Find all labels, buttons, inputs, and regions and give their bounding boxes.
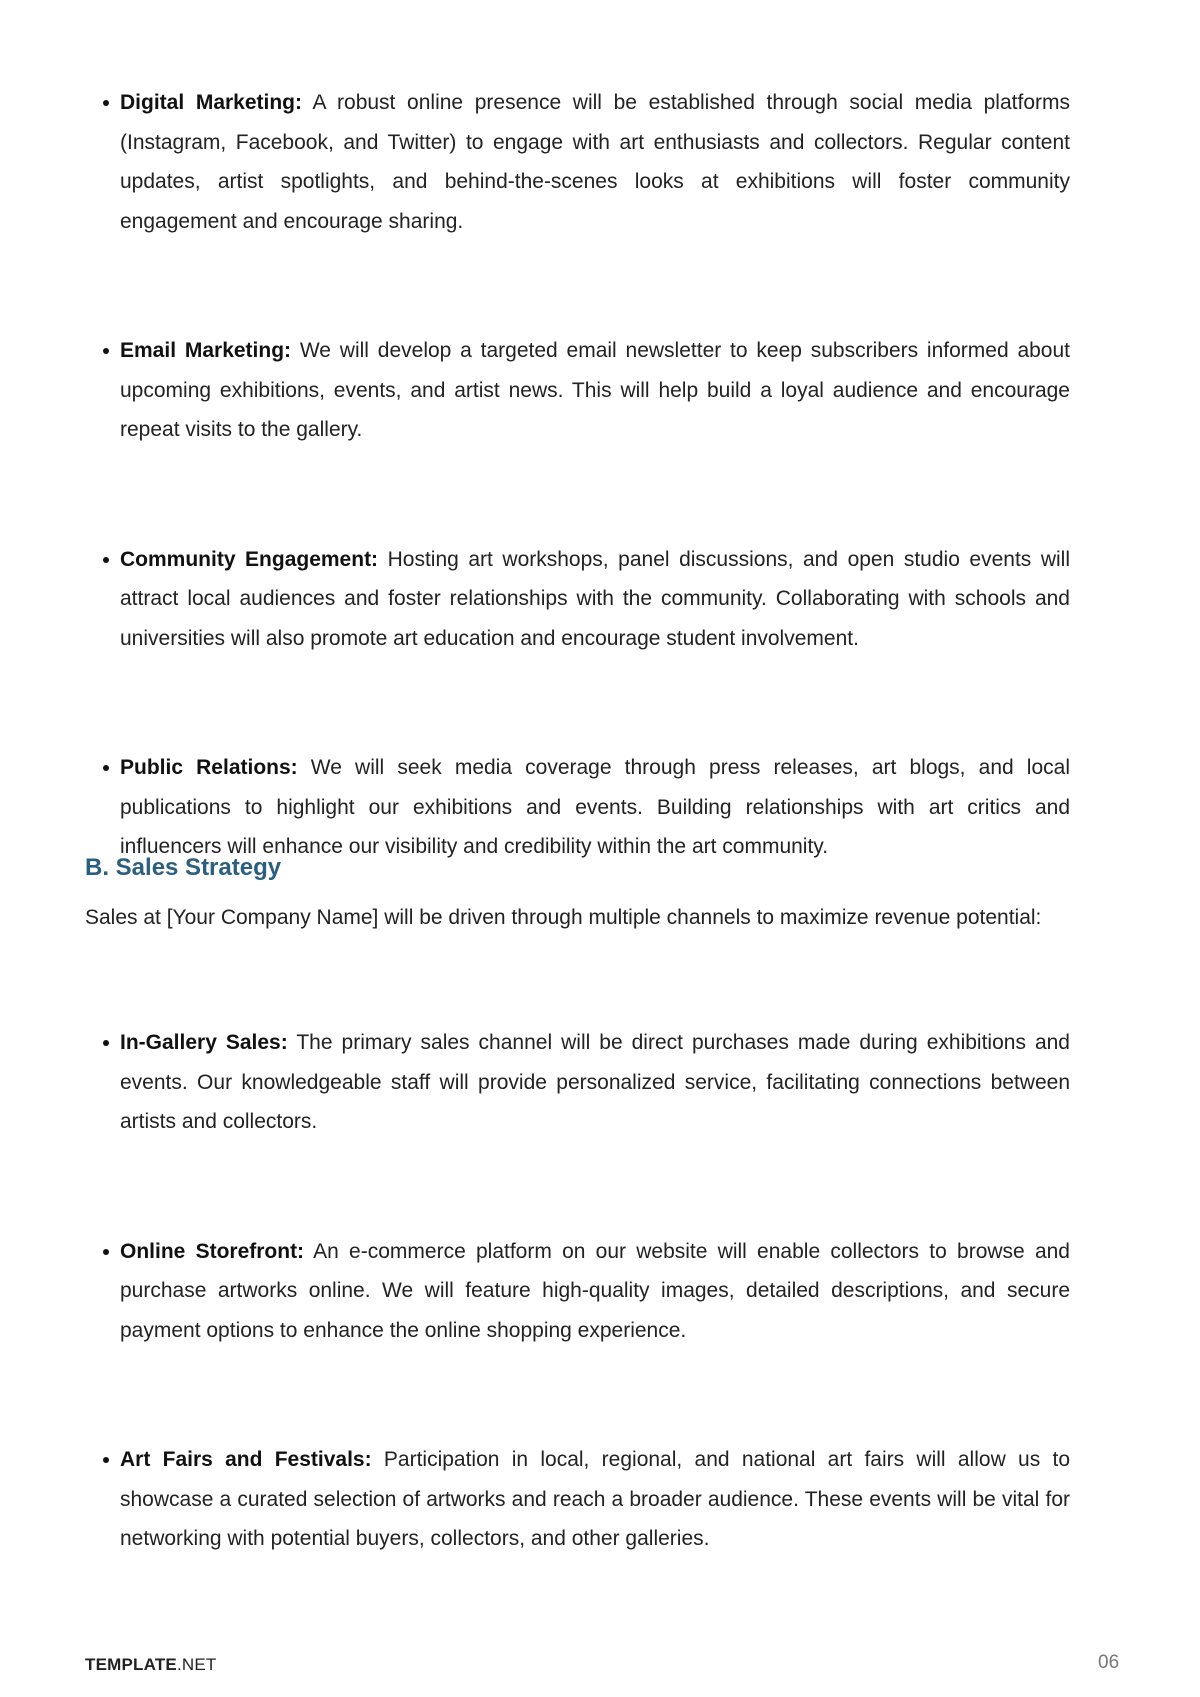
bullet-public-relations <box>100 748 1070 867</box>
bullet-term: Online Storefront: <box>120 1239 305 1263</box>
brand-rest: .NET <box>176 1655 217 1674</box>
bullet-text: An e-commerce platform on our website will enable collectors to browse and purchase artworks online. We will feature high-quality images, detailed descriptions, and secure payment options to enhance the online shopping experience. <box>120 1239 1070 1342</box>
brand-bold: TEMPLATE <box>85 1655 177 1674</box>
bullet-term: Community Engagement: <box>120 547 379 571</box>
bullet-community-engagement <box>100 540 1070 659</box>
bullet-digital-marketing <box>100 83 1070 241</box>
bullet-art-fairs <box>100 1440 1070 1559</box>
section-intro: Sales at [Your Company Name] will be driven through multiple channels to maximize revenue potential: <box>85 906 1042 929</box>
bullet-term: Public Relations: <box>120 756 298 779</box>
footer-brand-logo <box>85 1655 216 1675</box>
bullet-text: The primary sales channel will be direct purchases made during exhibitions and events. Our knowledgeable staff will provide personalized service, facilitating connections between artists and collectors. <box>120 1031 1070 1133</box>
marketing-bullet-list <box>100 83 1070 867</box>
sales-bullet-list <box>100 1023 1070 1559</box>
section-title: B. Sales Strategy <box>85 854 282 881</box>
bullet-in-gallery-sales <box>100 1023 1070 1142</box>
bullet-text: Hosting art workshops, panel discussions, and open studio events will attract local audiences and foster relationships with the community. Collaborating with schools and universities will also promote art education and encourage student involvement. <box>120 547 1070 650</box>
page-number: 06 <box>1098 1652 1120 1673</box>
bullet-term: Art Fairs and Festivals: <box>120 1448 372 1471</box>
bullet-text: We will develop a targeted email newsletter to keep subscribers informed about upcoming exhibitions, events, and artist news. This will help build a loyal audience and encourage repeat visits to the gallery. <box>120 339 1071 441</box>
bullet-text: We will seek media coverage through press releases, art blogs, and local publications to highlight our exhibitions and events. Building relationships with art critics and influencers will enhance our visibility and credibility within the art community. <box>120 756 1070 858</box>
bullet-online-storefront <box>100 1232 1070 1351</box>
bullet-text: Participation in local, regional, and national art fairs will allow us to showcase a curated selection of artworks and reach a broader audience. These events will be vital for networking with potential buyers, collectors, and other galleries. <box>120 1448 1070 1550</box>
bullet-term: Digital Marketing: <box>120 91 303 114</box>
bullet-term: In-Gallery Sales: <box>120 1031 288 1054</box>
bullet-term: Email Marketing: <box>120 339 292 362</box>
bullet-text: A robust online presence will be established through social media platforms (Instagram, Facebook, and Twitter) to engage with art enthusiasts and collectors. Regular content updates, artist spotlights, and behind-the-scenes looks at exhibitions will foster community engagement and encourage sharing. <box>120 91 1070 233</box>
bullet-email-marketing <box>100 331 1070 450</box>
